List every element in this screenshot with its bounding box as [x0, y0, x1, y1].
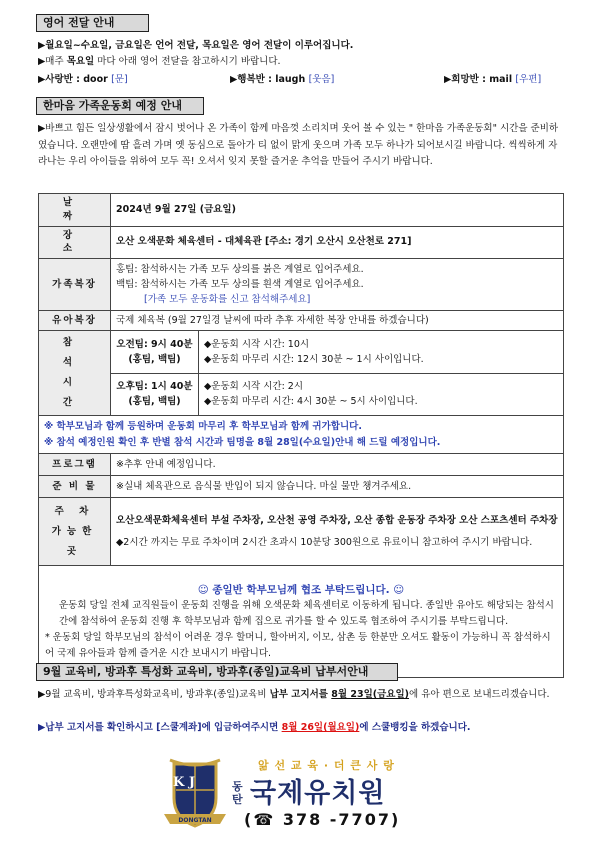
sports-intro: ▶바쁘고 힘든 일상생활에서 잠시 벗어나 온 가족이 함께 마음껏 소리치며 웃어 볼 수 있는 " 한마음 가족운동회" 시간을 준비하였습니다. 오랜만에 땀 흘려 가며 옛 동심으로 돌아가 티 없이 맑게 웃으며 가족 모두 하나가 되어보시길 바랍니다. 씩씩하게 자라나는 우리 아이들을 위하여 모두 꼭! 오셔서 잊지 못할 즐거운 추억을 만들어 주시기 바랍니다.	[38, 123, 559, 167]
family-dress-label: 가족복장	[39, 259, 111, 311]
class-huimang: ▶희망반 : mail [우편]	[444, 74, 542, 85]
school-slogan: 앎 선 교 육 · 더 큰 사 랑	[258, 759, 395, 772]
date-label: 날 짜	[39, 194, 111, 227]
program-value: ※추후 안내 예정입니다.	[111, 454, 564, 476]
am-team: 오전팀: 9시 40분 (홍팀, 백팀)	[111, 331, 199, 374]
school-footer	[0, 752, 600, 849]
attendance-notes: ※ 학부모님과 함께 등원하며 운동회 마무리 후 학부모님과 함께 귀가합니다. ※ 참석 예정인원 확인 후 반별 참석 시간과 팀명을 8월 28일(수요일)안내 해 드릴 예정입니다.	[39, 416, 564, 454]
prep-value: ※실내 체육관으로 음식물 반입이 되지 않습니다. 마실 물만 챙겨주세요.	[111, 476, 564, 498]
fee-heading: 9월 교육비, 방과후 특성화 교육비, 방과후(종일)교육비 납부서안내	[36, 663, 398, 681]
kid-dress-value: 국제 체육복 (9월 27일경 날씨에 따라 추후 자세한 복장 안내를 하겠습니다)	[111, 311, 564, 331]
prep-label: 준 비 물	[39, 476, 111, 498]
place-value: 오산 오색문화 체육센터 - 대체육관 [주소: 경기 오산시 오산천로 271]	[111, 226, 564, 259]
school-town: 동탄	[232, 780, 243, 806]
school-name: 국제유치원	[250, 778, 386, 809]
class-sarang: ▶사랑반 : door [문]	[38, 74, 128, 85]
program-label: 프로그램	[39, 454, 111, 476]
sports-heading: 한마음 가족운동회 예정 안내	[36, 97, 204, 115]
pm-times: ◆운동회 시작 시간: 2시 ◆운동회 마무리 시간: 4시 30분 ~ 5시 사이입니다.	[199, 373, 564, 416]
am-times: ◆운동회 시작 시간: 10시 ◆운동회 마무리 시간: 12시 30분 ~ 1시 사이입니다.	[199, 331, 564, 374]
english-line1: ▶월요일~수요일, 금요일은 언어 전달, 목요일은 영어 전달이 이루어집니다.	[38, 40, 354, 51]
place-label: 장 소	[39, 226, 111, 259]
english-heading: 영어 전달 안내	[36, 14, 149, 32]
date-value: 2024년 9월 27일 (금요일)	[111, 194, 564, 227]
coop-box: ☺ 종일반 학부모님께 협조 부탁드립니다. ☺ 운동회 당일 전체 교직원들이 운동회 진행을 위해 오색문화 체육센터로 이동하게 됩니다. 종일반 유아도 해당되는 참석시간에 참석하여 운동회 진행 후 학부모님과 함께 집으로 귀가를 할 수 있도록 협조하여 주시기를 부탁드립니다. * 운동회 당일 학부모님의 참석이 어려운 경우 할머니, 할아버지, 이모, 삼촌 등 한분만 오셔도 활동이 가능하니 꼭 참석하시어 국제 유아들과 함께 즐거운 시간 보내시기 바랍니다.	[39, 566, 564, 678]
kid-dress-label: 유아복장	[39, 311, 111, 331]
school-phone: (☎ 378 -7707)	[244, 810, 401, 829]
pm-team: 오후팀: 1시 40분 (홍팀, 백팀)	[111, 373, 199, 416]
fee-line1: ▶9월 교육비, 방과후특성화교육비, 방과후(종일)교육비 납부 고지서를 8월 23일(금요일)에 유아 편으로 보내드리겠습니다.	[38, 689, 550, 700]
sports-table	[38, 193, 564, 678]
fee-line2: ▶납부 고지서를 확인하시고 [스쿨계좌]에 입금하여주시면 8월 26일(월요일)에 스쿨뱅킹을 하겠습니다.	[38, 722, 471, 733]
time-label: 참 석 시 간	[39, 331, 111, 416]
parking-value: 오산오색문화체육센터 부설 주차장, 오산천 공영 주차장, 오산 종합 운동장 주차장 오산 스포츠센터 주차장 ◆2시간 까지는 무료 주차이며 2시간 초과시 10분당 300원으로 유료이니 참고하여 주시기 바랍니다.	[111, 498, 564, 566]
english-line2: ▶매주 목요일 마다 아래 영어 전달을 참고하시기 바랍니다.	[38, 56, 281, 67]
crest-letters: K J	[173, 775, 195, 790]
parking-label: 주 차 가능한 곳	[39, 498, 111, 566]
class-haengbok: ▶행복반 : laugh [웃음]	[230, 74, 335, 85]
crest-ribbon-text: DONGTAN	[178, 817, 212, 824]
family-dress-value: 홍팀: 참석하시는 가족 모두 상의를 붉은 계열로 입어주세요. 백팀: 참석하시는 가족 모두 상의를 흰색 계열로 입어주세요. [가족 모두 운동화를 신고 참석해주세요]	[111, 259, 564, 311]
school-crest-icon	[160, 756, 230, 832]
